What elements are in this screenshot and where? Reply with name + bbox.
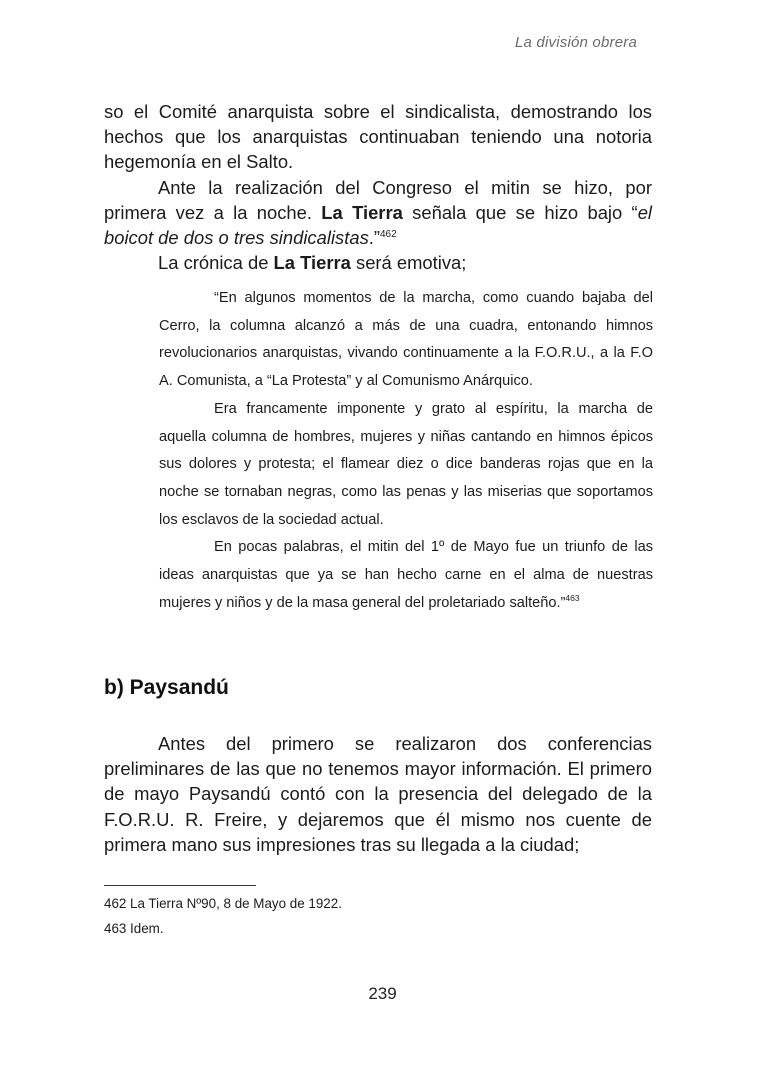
footnote-divider [104,885,256,886]
footnotes [104,891,342,941]
block-quote [159,285,653,617]
section-heading: b) Paysandú [104,676,229,699]
newspaper-name-bold: La Tierra [321,201,403,223]
paragraph-text: será emotiva; [350,252,467,274]
paragraph-congress [104,175,652,251]
quote-text: En pocas palabras, el mitin del 1º de Mayo fue un triunfo de las ideas anarquistas que ya se han hecho carne en el alma de nuestras mujeres y niños y de la masa general del proletariado salteño.” [159,539,653,611]
running-header: La división obrera [514,34,637,51]
quote-paragraph-2: Era francamente imponente y grato al espíritu, la marcha de aquella columna de hombres, mujeres y niñas cantando en himnos épicos sus dolores y protesta; el flamear diez o dice banderas rojas que en la noche se tornaban negras, como las penas y las miserias que soportamos los esclavos de la sociedad actual. [159,400,653,528]
paragraph-text: La crónica de [158,252,274,274]
paragraph-cronica [104,250,652,275]
paragraph-text: señala que se hizo bajo “ [402,201,638,223]
footnote-463: 463 Idem. [104,921,164,936]
body-text-top [104,99,652,275]
page-number: 239 [368,984,397,1003]
body-text-section [104,731,652,857]
newspaper-name-bold: La Tierra [273,252,351,274]
footnote-ref-462: 462 [380,229,397,241]
paragraph-continuation: so el Comité anarquista sobre el sindicalista, demostrando los hechos que los anarquistas continuaban teniendo una notoria hegemonía en el Salto. [104,101,652,173]
quote-paragraph-3 [159,534,653,617]
paragraph-paysandu: Antes del primero se realizaron dos conferencias preliminares de las que no tenemos mayor información. El primero de mayo Paysandú contó con la presencia del delegado de la F.O.R.U. R. Freire, y dejaremos que él mismo nos cuente de primera mano sus impresiones tras su llegada a la ciudad; [104,733,652,855]
footnote-462: 462 La Tierra Nº90, 8 de Mayo de 1922. [104,896,342,911]
paragraph-text: .” [368,227,380,249]
paragraph-text: Ante la realización del Congreso el mitin se hizo, por primera vez a la noche. [104,176,652,223]
italic-quote: el boicot de dos o tres sindicalistas [104,201,653,249]
quote-paragraph-1: “En algunos momentos de la marcha, como cuando bajaba del Cerro, la columna alcanzó a más de una cuadra, entonando himnos revolucionarios anarquistas, vivando continuamente a la F.O.R.U., a la F.O A. Comunista, a “La Protesta” y al Comunismo Anárquico. [159,290,653,390]
footnote-ref-463: 463 [565,592,580,603]
